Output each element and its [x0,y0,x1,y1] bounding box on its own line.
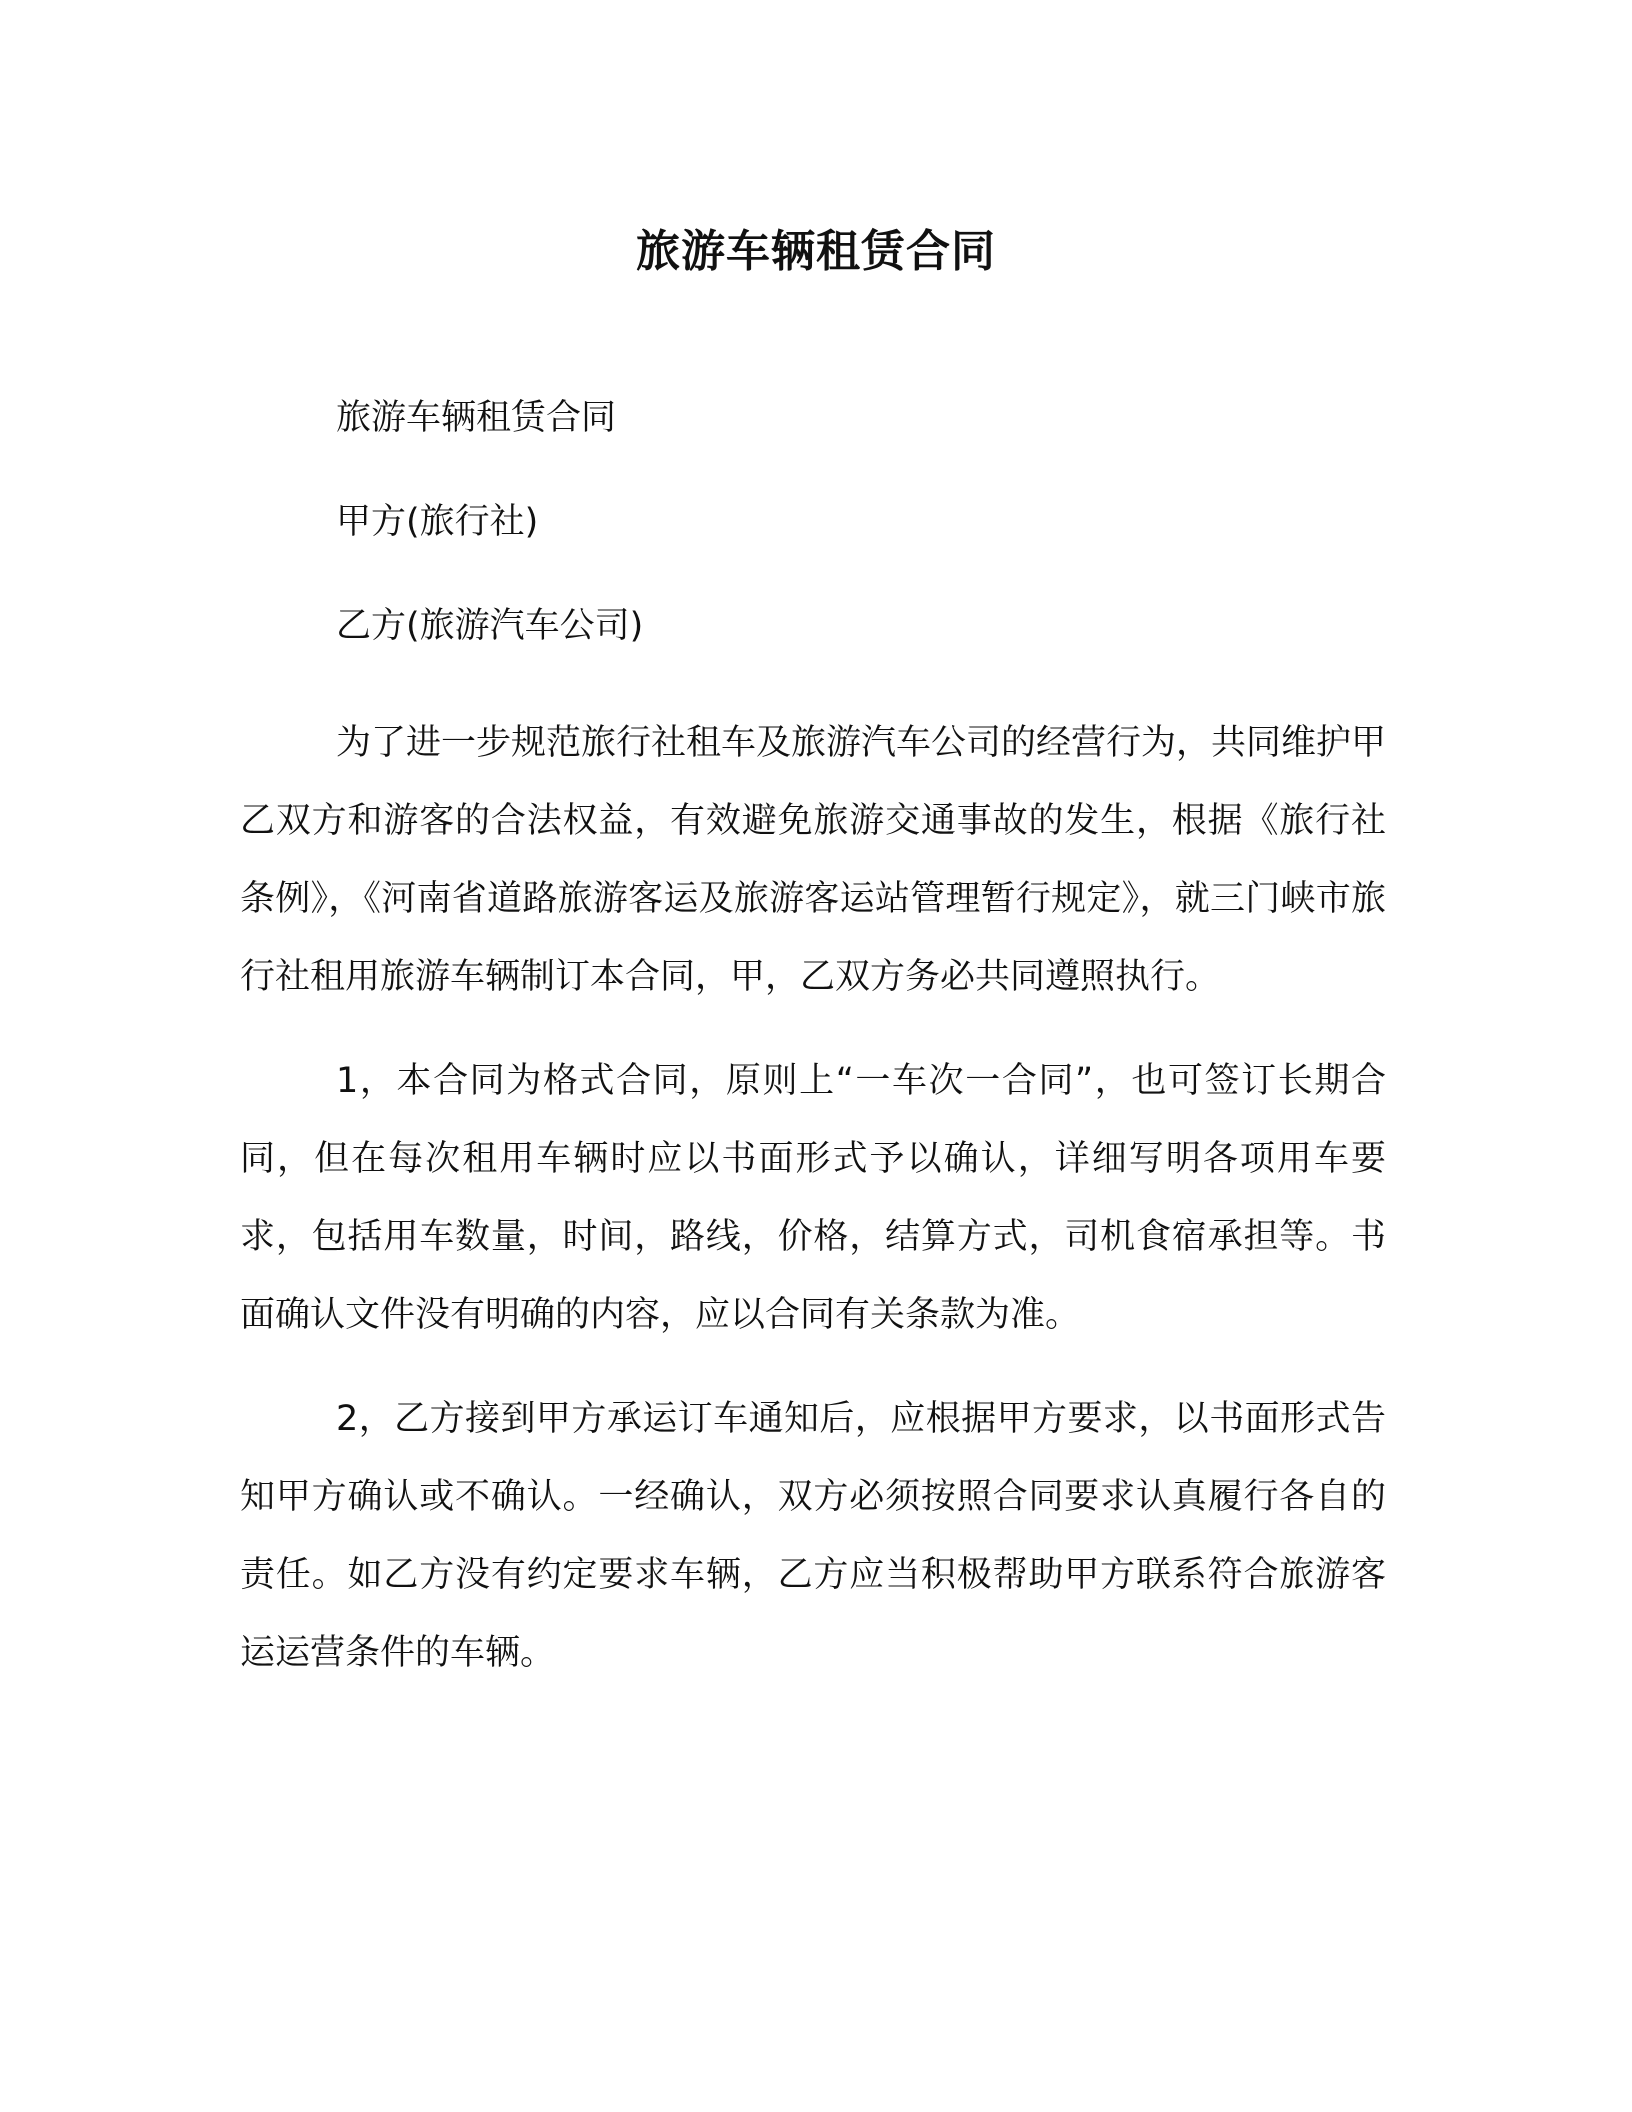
paragraph-intro: 为了进一步规范旅行社租车及旅游汽车公司的经营行为，共同维护甲乙双方和游客的合法权益，有效避免旅游交通事故的发生，根据《旅行社条例》，《河南省道路旅游客运及旅游客运站管理暂行规定》，就三门峡市旅行社租用旅游车辆制订本合同，甲，乙双方务必共同遵照执行。 [240,723,1387,997]
paragraph-clause-2: 2，乙方接到甲方承运订车通知后，应根据甲方要求，以书面形式告知甲方确认或不确认。一经确认，双方必须按照合同要求认真履行各自的责任。如乙方没有约定要求车辆，乙方应当积极帮助甲方联系符合旅游客运运营条件的车辆。 [240,1399,1386,1673]
party-a-label: 甲方(旅行社) [336,502,539,542]
contract-subtitle: 旅游车辆租赁合同 [336,398,617,438]
paragraph-clause-1: 1，本合同为格式合同，原则上“一车次一合同”，也可签订长期合同，但在每次租用车辆时应以书面形式予以确认，详细写明各项用车要求，包括用车数量，时间，路线，价格，结算方式，司机食宿承担等。书面确认文件没有明确的内容，应以合同有关条款为准。 [240,1061,1386,1335]
document-title: 旅游车辆租赁合同 [636,226,996,277]
document-body [240,392,1386,1718]
party-b-label: 乙方(旅游汽车公司) [336,606,644,646]
